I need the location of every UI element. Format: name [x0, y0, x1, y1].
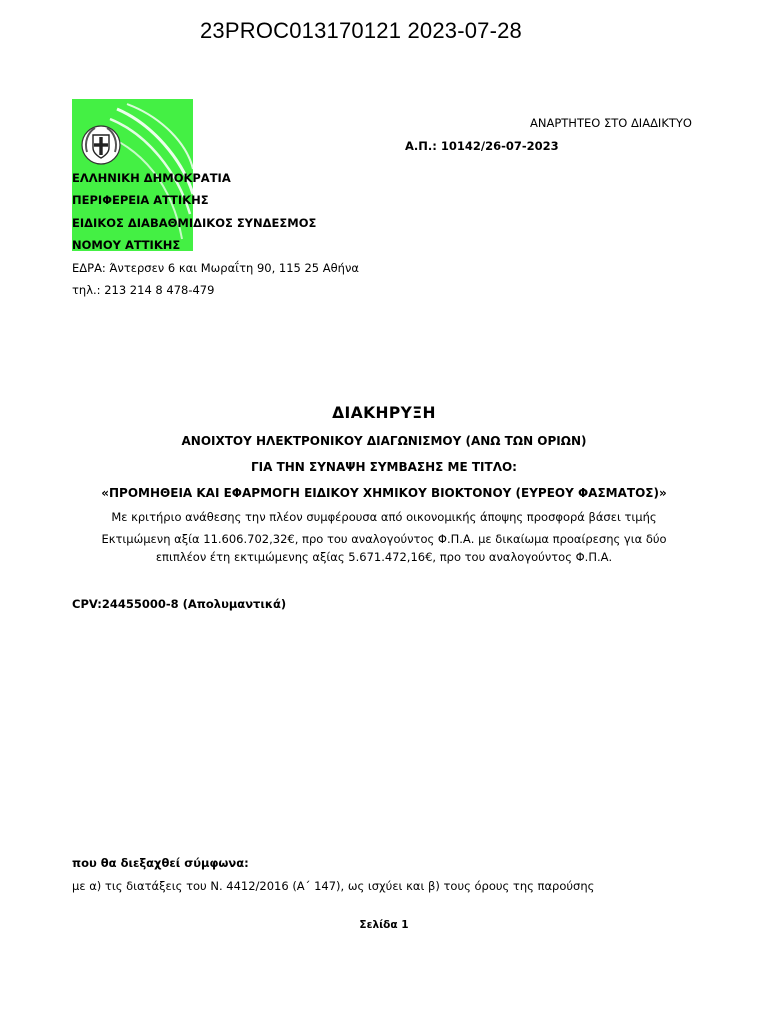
address: ΕΔΡΑ: Άντερσεν 6 και Μωραΐτη 90, 115 25 Αθήνα [72, 261, 359, 275]
notice-title: ΔΙΑΚΗΡΥΞΗ [332, 404, 436, 422]
estimated-value-line-1: Εκτιμώμενη αξία 11.606.702,32€, προ του αναλογούντος Φ.Π.Α. με δικαίωμα προαίρεσης για δύο [101, 532, 667, 546]
award-criterion: Με κριτήριο ανάθεσης την πλέον συμφέρουσα από οικονομικής άποψης προσφορά βάσει τιμής [111, 510, 657, 524]
phone: τηλ.: 213 214 8 478-479 [72, 283, 215, 297]
cpv-code: CPV:24455000-8 (Απολυμαντικά) [72, 597, 287, 611]
estimated-value-line-2: επιπλέον έτη εκτιμώμενης αξίας 5.671.472,16€, προ του αναλογούντος Φ.Π.Α. [155, 550, 613, 564]
org-line-3: ΕΙΔΙΚΟΣ ΔΙΑΒΑΘΜΙΔΙΚΟΣ ΣΥΝΔΕΣΜΟΣ [72, 216, 317, 230]
org-line-4: ΝΟΜΟΥ ΑΤΤΙΚΗΣ [72, 238, 181, 252]
org-line-1: ΕΛΛΗΝΙΚΗ ΔΗΜΟΚΡΑΤΙΑ [72, 171, 231, 185]
footer-line-1: που θα διεξαχθεί σύμφωνα: [72, 856, 249, 870]
notice-line-2: ΓΙΑ ΤΗΝ ΣΥΝΑΨΗ ΣΥΜΒΑΣΗΣ ΜΕ ΤΙΤΛΟ: [251, 460, 517, 474]
page-number: Σελίδα 1 [359, 919, 409, 931]
notice-line-3: «ΠΡΟΜΗΘΕΙΑ ΚΑΙ ΕΦΑΡΜΟΓΗ ΕΙΔΙΚΟΥ ΧΗΜΙΚΟΥ ΒΙΟΚΤΟΝΟΥ (ΕΥΡΕΟΥ ΦΑΣΜΑΤΟΣ)» [101, 486, 667, 500]
footer-line-2: με α) τις διατάξεις του Ν. 4412/2016 (Α΄ 147), ως ισχύει και β) τους όρους της παρούσης [72, 879, 595, 893]
publish-note: ΑΝΑΡΤΗΤΕΟ ΣΤΟ ΔΙΑΔΙΚΤΥΟ [530, 116, 692, 130]
greek-coat-of-arms-icon [80, 122, 122, 168]
protocol-number: Α.Π.: 10142/26-07-2023 [405, 139, 559, 153]
document-id: 23PROC013170121 2023-07-28 [200, 18, 522, 43]
notice-line-1: ΑΝΟΙΧΤΟΥ ΗΛΕΚΤΡΟΝΙΚΟΥ ΔΙΑΓΩΝΙΣΜΟΥ (ΑΝΩ ΤΩΝ ΟΡΙΩΝ) [181, 434, 587, 448]
org-line-2: ΠΕΡΙΦΕΡΕΙΑ ΑΤΤΙΚΗΣ [72, 193, 209, 207]
